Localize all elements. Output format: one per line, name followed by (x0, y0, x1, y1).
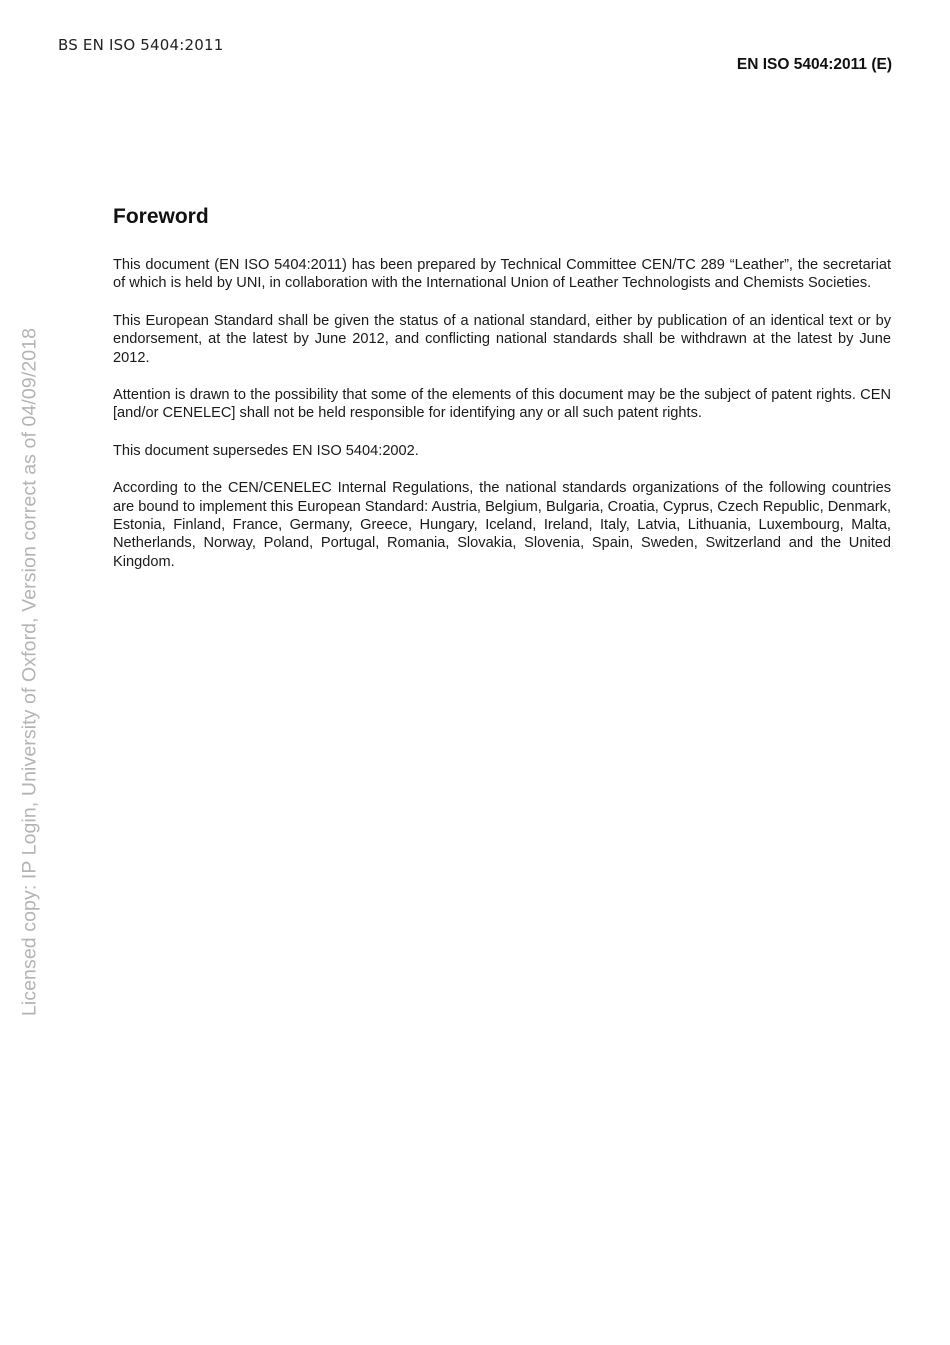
foreword-section (113, 205, 891, 590)
foreword-paragraph-patent: Attention is drawn to the possibility that some of the elements of this document may be the subject of patent rights. CEN [and/or CENELEC] shall not be held responsible for identifying any or all such patent rights. (113, 387, 891, 422)
bs-standard-header: BS EN ISO 5404:2011 (58, 36, 224, 54)
foreword-paragraph-preparation: This document (EN ISO 5404:2011) has been prepared by Technical Committee CEN/TC 289 “Leather”, the secretariat of which is held by UNI, in collaboration with the International Union of Leather Technologists and Chemists Societies. (113, 257, 891, 292)
foreword-paragraph-supersedes: This document supersedes EN ISO 5404:2002. (113, 442, 419, 459)
foreword-title: Foreword (113, 205, 209, 228)
foreword-paragraph-countries: According to the CEN/CENELEC Internal Regulations, the national standards organizations of the following countries are bound to implement this European Standard: Austria, Belgium, Bulgaria, Croatia, Cyprus, Czech Republic, Denmark, Estonia, Finland, France, Germany, Greece, Hungary, Iceland, Ireland, Italy, Latvia, Lithuania, Luxembourg, Malta, Netherlands, Norway, Poland, Portugal, Romania, Slovakia, Slovenia, Spain, Sweden, Switzerland and the United Kingdom. (113, 480, 891, 570)
license-watermark: Licensed copy: IP Login, University of Oxford, Version correct as of 04/09/2018 (18, 327, 41, 1017)
foreword-paragraph-status: This European Standard shall be given the status of a national standard, either by publication of an identical text or by endorsement, at the latest by June 2012, and conflicting national standards shall be withdrawn at the latest by June 2012. (113, 312, 891, 366)
en-standard-header: EN ISO 5404:2011 (E) (736, 56, 892, 73)
